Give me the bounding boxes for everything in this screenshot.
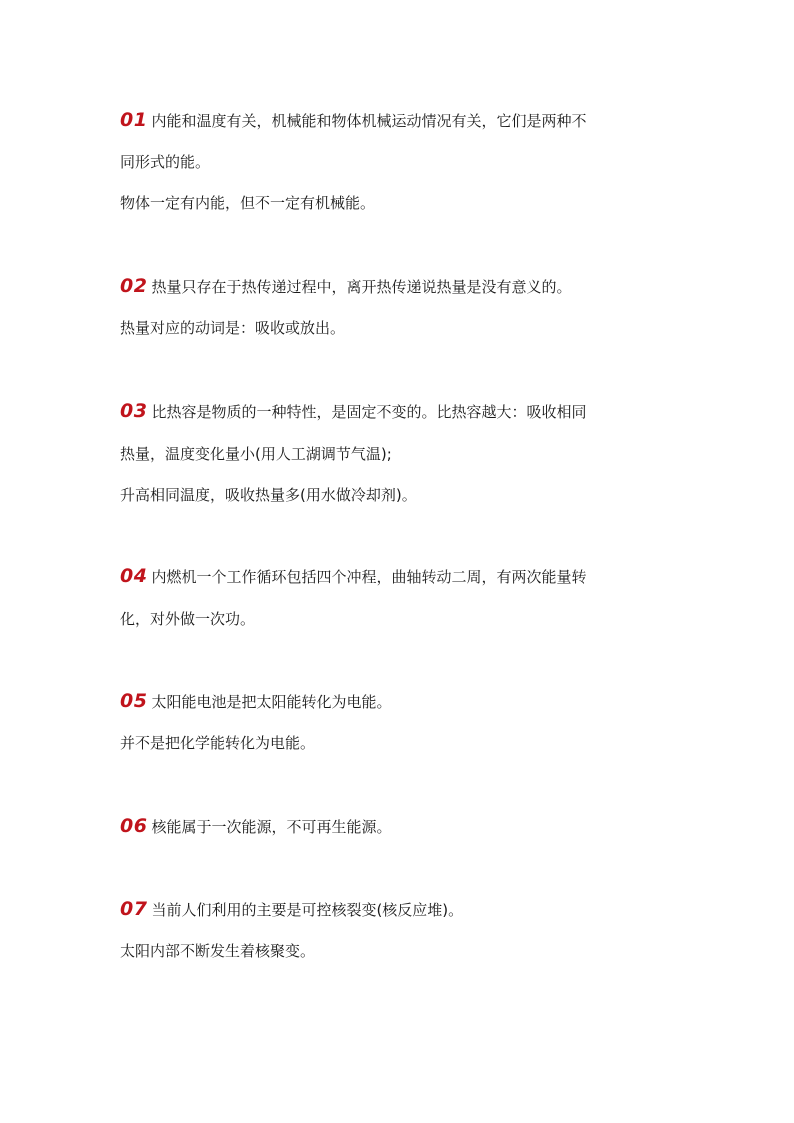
item-number: 01: [120, 109, 148, 131]
note-text: 太阳能电池是把太阳能转化为电能。: [151, 693, 392, 711]
note-item-05: [120, 691, 680, 753]
note-line: 并不是把化学能转化为电能。: [120, 734, 316, 752]
note-line: [120, 816, 680, 837]
note-line: 热量，温度变化量小(用人工湖调节气温);: [120, 445, 392, 463]
note-line: 热量对应的动词是：吸收或放出。: [120, 319, 346, 337]
note-line: 升高相同温度，吸收热量多(用水做冷却剂)。: [120, 486, 417, 504]
note-line: 物体一定有内能，但不一定有机械能。: [120, 194, 376, 212]
note-text: 内能和温度有关，机械能和物体机械运动情况有关，它们是两种不: [151, 112, 587, 130]
note-line: 同形式的能。: [120, 153, 211, 171]
note-line: [120, 566, 680, 587]
note-line: 太阳内部不断发生着核聚变。: [120, 942, 316, 960]
item-number: 02: [120, 275, 148, 297]
note-line: [120, 691, 680, 712]
note-text: 热量只存在于热传递过程中，离开热传递说热量是没有意义的。: [151, 278, 572, 296]
note-line: [120, 276, 680, 297]
item-number: 04: [120, 565, 148, 587]
note-line: [120, 401, 680, 422]
note-item-04: [120, 566, 680, 629]
item-number: 05: [120, 690, 148, 712]
note-line: [120, 899, 680, 920]
note-line: 化，对外做一次功。: [120, 610, 256, 628]
note-text: 当前人们利用的主要是可控核裂变(核反应堆)。: [151, 901, 464, 919]
note-item-03: [120, 401, 680, 505]
note-text: 内燃机一个工作循环包括四个冲程，曲轴转动二周，有两次能量转: [151, 568, 587, 586]
item-number: 03: [120, 400, 148, 422]
note-text: 核能属于一次能源，不可再生能源。: [151, 818, 392, 836]
note-item-07: [120, 899, 680, 961]
note-text: 比热容是物质的一种特性，是固定不变的。比热容越大：吸收相同: [151, 403, 587, 421]
note-item-02: [120, 276, 680, 338]
item-number: 07: [120, 898, 148, 920]
note-item-06: [120, 816, 680, 837]
note-line: [120, 110, 680, 131]
note-item-01: [120, 110, 680, 213]
item-number: 06: [120, 815, 148, 837]
